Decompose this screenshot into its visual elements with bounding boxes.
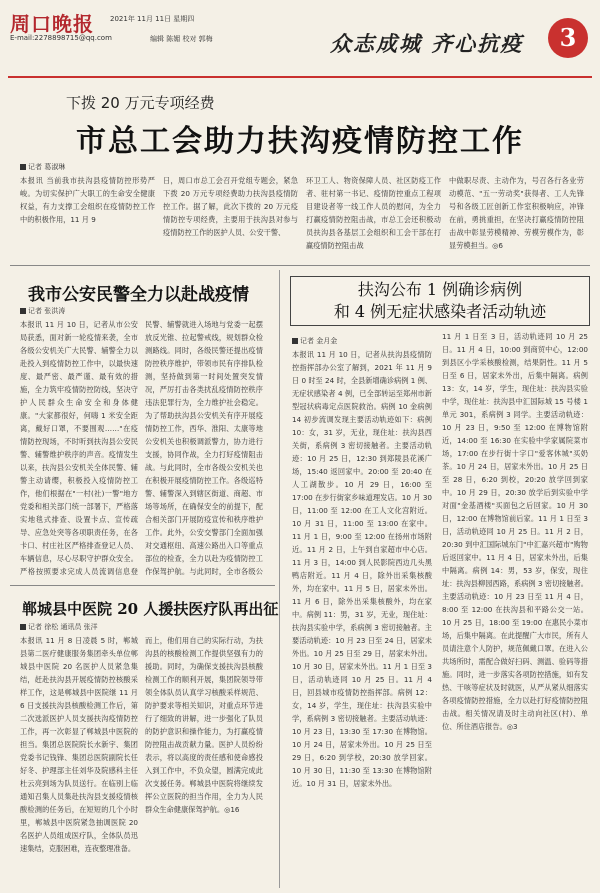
cases-title-line-2: 和 4 例无症状感染者活动轨迹 xyxy=(333,302,547,321)
section-slogan: 众志成城 齐心抗疫 xyxy=(330,31,524,56)
hospital-col-1: 本报讯 11 月 8 日凌晨 5 时，郸城县第二医疗健康服务集团牵头单位郸城县中医院 20 名医护人员紧急集结，赶赴扶沟县开展疫情防控核酸采样工作，这是郸城县中医院继 11 月 6 日支援扶沟县核酸检测工作后，第二次选派医护人员支援扶沟疫情防控工作，再一次彰显了郸城县中医院的担当。集团总医院院长水新宇、集团党委书记钱锋、集团总医院副院长任好冬、护理部主任刘华及院感科主任杜云亮到场为队员送行。在临别上临通知召集人员集赴扶沟县支援疫情核酸检测的任务后，在短短的几个小时里，郸城县中医院紧急抽调医院 20 名医护人员组成医疗队，全体队员迅速集结，克服困难，连夜整理准备。 xyxy=(20,636,138,853)
police-col-2: 民警、辅警就进入场地与党委一起摆放反光锥、拉起警戒线，规划群众检测路线。同时，各级民警还提出疫情防控秩序维护，带领市民有序排队检测，坚持做到第一时间处置突发情况，严厉打击各类扰乱疫情防控秩序违法犯罪行为，全力维护社会稳定。为了帮助扶沟县公安机关有序开展疫情防控工作，西华、淮阳、太康等地公安机关也积极调派警力，协力进行支援，协同作战，全力打好疫情阻击战。与此同时，全市各级公安机关也在积极开展疫情防控工作。各级巡特警、辅警深入到辖区街道、商超、市场等场所，在确保安全的前提下，配合相关部门开展防疫宣传和秩序维护工作。此外，公安交警部门全面加强对交通枢纽、高速公路出入口等重点部位的检查，全力以赴为疫情防控工作保驾护航。与此同时，全市各级公 xyxy=(145,320,263,576)
hospital-title: 郸城县中医院 20 人援扶医疗队再出征 xyxy=(22,600,279,618)
lead-headline: 市总工会助力扶沟疫情防控工作 xyxy=(76,124,524,159)
issue-date: 2021年 11月 11日 星期四 xyxy=(110,15,195,23)
hospital-col-2: 而上，他们用自己的实际行动，为扶沟县的核酸检测工作提供坚强有力的援助。同时，为确保支援扶沟县核酸检测工作的顺利开展，集团院领导带领全体队员认真学习核酸采样规范、防护要求等相关知识，对重点环节进行了细致的讲解，进一步强化了队员的防护意识和操作能力，为打赢疫情防控阻击战贡献力量。医护人员纷纷表示，将以高度的责任感和使命感投入到工作中，不负众望，圆满完成此次支援任务。郸城县中医院将继续发挥公立医院的担当作用，全力为人民群众生命健康保驾护航。◎16 xyxy=(145,636,263,814)
page-number-badge: 3 xyxy=(548,18,588,58)
byline-square-icon xyxy=(292,338,298,344)
lead-byline-text: 记者 葛淑琳 xyxy=(28,163,66,171)
cases-byline xyxy=(292,336,337,346)
police-title: 我市公安民警全力以赴战疫情 xyxy=(28,285,249,305)
byline-square-icon xyxy=(20,308,26,314)
cases-byline-text: 记者 金月金 xyxy=(300,337,338,345)
lead-col-2: 日，周口市总工会召开党组专题会，紧急下拨 20 万元专项经费助力扶沟县疫情防控工作。据了解，此次下拨的 20 万元疫情防控专项经费，主要用于扶沟县对参与疫情防控工作的医护人员、公安干警、 xyxy=(163,176,298,237)
section-divider xyxy=(10,265,590,266)
byline-square-icon xyxy=(20,624,26,630)
lead-col-1: 本报讯 当前我市扶沟县疫情防控形势严峻。为切实保护广大职工的生命安全健康权益，有力支撑工会组织在疫情防控工作中的积极作用，11 月 9 xyxy=(20,176,155,224)
header-divider xyxy=(8,76,592,78)
editor-credit: 编辑 陈媚 校对 郭梅 xyxy=(150,35,213,43)
hospital-byline-text: 记者 徐松 通讯员 张洋 xyxy=(28,623,98,631)
hospital-byline xyxy=(20,622,98,632)
lead-col-3: 环卫工人、物资保障人员、社区防疫工作者、驻村第一书记、疫情防控重点工程项目建设者等一线工作人员的慰问，为全力打赢疫情防控阻击战，市总工会还积极动员扶沟县各基层工会组织和工会干部在打赢疫情防控阻击战 xyxy=(306,176,441,250)
cases-col-2: 11 月 1 日至 3 日，活动轨迹同 10 月 25 日。11 月 4 日，10:00 到商贸中心，12:00 到县区小学采核酸检测，结果阴性。11 月 5 日至 6 日，居家未外出，后集中隔离。病例 13：女，14 岁，学生，现住址：扶沟县实验中学，现住址：扶沟县中汇国际城 15 号楼 1 单元 301，系病例 3 同学。主要活动轨迹：10 月 23 日，9:50 至 12:00 在博物馆附近，14:00 至 16:30 在实验中学家属院菜市场，17:00 在步行街十字口"爱客休城"买奶茶。10 月 24 日，居家未外出。10 月 25 日至 28 日，6:20 到校，20:20 放学回到家中。10 月 29 日，20:30 放学后到实验中学对面"金基酒楼"买面包之后回家。10 月 30 日，12:00 在博物馆前后家。11 月 1 日至 3 日，活动轨迹同 10 月 25 日。11 月 2 日，20:30 到中汇国际城东门"中汇嘉兴超市"购物后返回家中。11 月 4 日，居家未外出，后集中隔离。病例 14：男，53 岁，保安，现住址：扶沟县柳园西路，系病例 3 密切接触者。主要活动轨迹：10 月 23 日至 11 月 4 日，8:00 至 12:00 在扶沟县和平路公交一站。10 月 25 日，18:00 至 19:00 在惠民小菜市场，后集中隔离。在此提醒广大市民，所有人员请注意个人防护，规范佩戴口罩。在进入公共场所时，需配合做好扫码、测温、验码等措施。同时，进一步落实各项防控措施，如有发热、干咳等症状及时就医，从严从紧从细落实各项疫情防控措施，全力以赴打好疫情防控阻击战。相关情况请及时主动向社区(村)、单位、所住酒店报告。◎3 xyxy=(442,332,588,731)
contact-email: E-mail:2278898715@qq.com xyxy=(10,34,112,42)
police-col-1: 本报讯 11 月 10 日，记者从市公安局获悉，面对新一轮疫情来袭，全市各级公安机关广大民警、辅警全力以赴投入到疫情防控工作中，以最快速度、最严密、最严谨、最有效的措施，全力筑牢疫情防控防线，坚决守护人民群众生命安全和身体健康。"大家都很好，何嗨 1 米安全距离，戴好口罩，不要围观……"在疫情防控现场，不时听到扶沟县公安民警、辅警维护秩序的声音。疫情发生以来，扶沟县公安机关全体民警、辅警主动请缨，积极投入疫情防控工作，他们根据在"一村(社)一警"地方党委和相关部门统一部署下，严格落实地毯式排查、设置卡点、宣传疏导、应急处突等各项职责任务，在各卡口、村庄社区严格排查登记人员、车辆信息，尽心尽职守护群众安全。严格按照要求完成人员流调信息登 xyxy=(20,320,138,576)
police-byline-text: 记者 张洪涛 xyxy=(28,307,66,315)
lead-byline xyxy=(20,162,65,172)
cases-title-box xyxy=(290,276,590,326)
cases-title-line-1: 扶沟公布 1 例确诊病例 xyxy=(357,280,523,299)
police-byline xyxy=(20,306,65,316)
byline-square-icon xyxy=(20,164,26,170)
police-divider xyxy=(10,585,275,586)
column-divider xyxy=(279,270,280,888)
lead-col-4: 中做职尽责、主动作为，号召各行各业劳动模范、"五一劳动奖"获得者、工人先锋号和各级工匠创新工作室积极响应，冲锋在前，勇挑重担，在坚决打赢疫情防控阻击战中彰显劳模精神、劳模劳模作为，彰显劳模担当。◎6 xyxy=(449,176,584,250)
newspaper-logo: 周口晚报 xyxy=(10,12,94,36)
cases-col-1: 本报讯 11 月 10 日，记者从扶沟县疫情防控指挥部办公室了解到，2021 年 11 月 9 日 0 时至 24 时，全县新增确诊病例 1 例、无症状感染者 4 例，已全部转运至郑州市新型冠状病毒定点医院救治。病例 10 金病例 14 初步流调发现主要活动轨迹如下：病例 10：女，31 岁，无业，现住址：扶沟县西关街，系病例 3 密切接触者。主要活动轨迹：10 月 25 日，12:30 到郑陵县花溪广场，15:40 返回家中。20:00 至 20:40 在人工湖散步。10 月 29 日，16:00 至 17:00 在步行街家乡味道理发店。10 月 30 日，11:00 至 12:00 在工人文化宫附近。10 月 31 日，11:00 至 13:00 在家中。11 月 1 日，9:00 至 12:00 在扬州市场附近。11 月 2 日，上午到自家超市中心店。11 月 3 日，14:00 到人民影院西边几头黑鸭店附近。11 月 4 日，除外出采集核酸外，均在家中。11 月 5 日，居家未外出。11 月 6 日，除外出采集核酸外，均在家中。病例 11：男，31 岁，无业，现住址：扶沟县实验中学，系病例 3 密切接触者。主要活动轨迹：10 月 23 日至 24 日，居家未外出。10 月 25 日至 29 日，居家未外出。10 月 30 日，居家未外出。11 月 1 日至 3 日，活动轨迹同 10 月 25 日。11 月 4 日，回县城市疫情防控指挥部。病例 12：女，14 岁，学生，现住址：扶沟县实验中学，系病例 3 密切接触者。主要活动轨迹：10 月 23 日，13:30 至 17:30 在博物馆。10 月 24 日，居家未外出。10 月 25 日至 29 日，6:20 到学校，20:30 放学回家。10 月 30 日，11:30 至 13:30 在博物馆附近。10 月 31 日，居家未外出。 xyxy=(292,350,432,788)
masthead xyxy=(0,0,600,80)
lead-subhead: 下拨 20 万元专项经费 xyxy=(66,94,215,112)
